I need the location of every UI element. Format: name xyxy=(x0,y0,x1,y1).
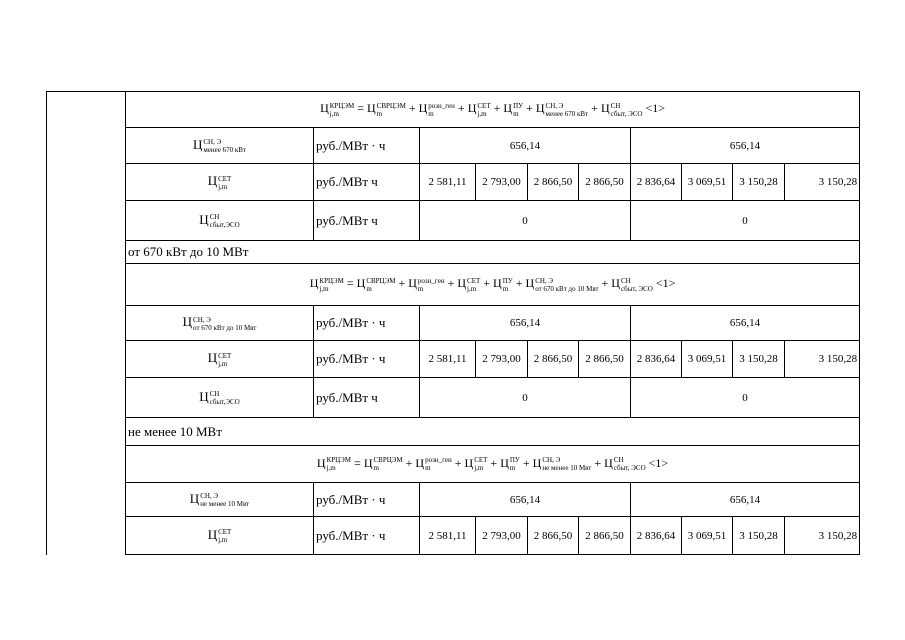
symbol-superscript: СВРЦЭМ xyxy=(376,101,406,110)
symbol-letter: Ц xyxy=(604,455,613,470)
unit-cell: руб./МВт · ч xyxy=(314,341,420,378)
symbol-subscript: от 670 кВт до 10 Мвт xyxy=(193,323,257,332)
symbol-scripts xyxy=(193,316,256,332)
symbol-scripts xyxy=(510,456,520,472)
value-cell: 2 836,64 xyxy=(631,517,682,555)
value-cell: 3 069,51 xyxy=(682,517,733,555)
section-header: от 670 кВт до 10 МВт xyxy=(126,241,860,264)
symbol-superscript: розн_ген xyxy=(428,101,455,110)
plus-sign: + xyxy=(405,455,413,470)
unit-cell: руб./МВт · ч xyxy=(314,128,420,164)
indicator-symbol xyxy=(182,314,257,332)
symbol-scripts xyxy=(621,277,653,293)
symbol-subscript: от 670 кВт до 10 Мвт xyxy=(535,284,599,293)
value-cell: 2 866,50 xyxy=(528,341,579,378)
symbol-superscript: СЕТ xyxy=(474,456,488,465)
symbol-superscript: СЕТ xyxy=(218,528,232,536)
symbol-subscript: сбыт, ЭСО xyxy=(613,464,646,473)
footnote-ref: <1> xyxy=(648,455,669,470)
symbol-letter: Ц xyxy=(207,173,218,189)
value-cell: 2 866,50 xyxy=(579,517,631,555)
symbol-superscript: ПУ xyxy=(509,456,520,465)
table-row xyxy=(47,517,860,555)
plus-sign: + xyxy=(594,455,602,470)
term-symbol xyxy=(493,276,513,293)
value-second-half: 656,14 xyxy=(631,306,860,341)
symbol-superscript: СЕТ xyxy=(467,276,481,285)
formula-cell xyxy=(126,92,860,128)
left-blank-column xyxy=(47,92,126,555)
symbol-letter: Ц xyxy=(320,101,329,116)
plus-sign: + xyxy=(591,101,598,116)
symbol-letter: Ц xyxy=(316,455,326,470)
indicator-symbol-cell xyxy=(126,378,314,418)
term-symbol xyxy=(464,455,488,473)
symbol-subscript: сбыт,ЭСО xyxy=(209,398,240,406)
footnote-ref: <1> xyxy=(655,276,676,291)
term-symbol xyxy=(418,101,455,118)
symbol-superscript: СЕТ xyxy=(218,174,232,183)
formula-term xyxy=(500,455,520,473)
plus-sign: + xyxy=(515,276,523,291)
symbol-letter: Ц xyxy=(503,101,513,116)
symbol-letter: Ц xyxy=(535,101,545,116)
symbol-scripts xyxy=(477,102,490,118)
plus-sign: + xyxy=(454,455,462,470)
symbol-subscript: j,m xyxy=(218,536,228,544)
footnote-ref: <1> xyxy=(645,101,666,116)
symbol-scripts xyxy=(373,456,402,472)
term-symbol xyxy=(611,276,653,293)
symbol-superscript: СН xyxy=(610,101,621,110)
plus-sign: + xyxy=(483,276,491,291)
formula-term xyxy=(493,276,513,293)
symbol-subscript: не менее 10 Мвт xyxy=(200,500,250,508)
indicator-symbol xyxy=(190,491,249,506)
value-cell: 2 793,00 xyxy=(476,164,528,201)
symbol-subscript: сбыт,ЭСО xyxy=(209,221,240,229)
symbol-subscript: j,m xyxy=(326,464,336,473)
table-row xyxy=(47,264,860,306)
value-cell: 2 866,50 xyxy=(579,341,631,378)
symbol-superscript: СН, Э xyxy=(193,315,211,324)
plus-sign: + xyxy=(526,101,533,116)
table-row xyxy=(47,241,860,264)
plus-sign: + xyxy=(490,455,498,470)
symbol-subscript: сбыт, ЭСО xyxy=(610,109,643,118)
indicator-symbol xyxy=(199,212,239,227)
formula-lhs-symbol xyxy=(309,276,344,293)
symbol-letter: Ц xyxy=(415,455,425,470)
symbol-scripts xyxy=(377,102,406,118)
formula-term xyxy=(408,276,445,293)
value-cell: 3 069,51 xyxy=(682,164,733,201)
table-row xyxy=(47,306,860,341)
plus-sign: + xyxy=(408,101,416,116)
table-row xyxy=(47,164,860,201)
formula-term xyxy=(604,455,646,473)
symbol-letter: Ц xyxy=(493,276,502,291)
formula-term xyxy=(535,101,589,118)
symbol-scripts xyxy=(366,277,395,293)
term-symbol xyxy=(500,455,520,473)
value-cell: 2 793,00 xyxy=(476,517,528,555)
indicator-symbol-cell xyxy=(126,517,314,555)
indicator-symbol-cell xyxy=(126,164,314,201)
value-cell: 2 581,11 xyxy=(420,341,476,378)
plus-sign: + xyxy=(457,101,465,116)
symbol-subscript: m xyxy=(428,109,434,118)
value-cell: 2 866,50 xyxy=(579,164,631,201)
symbol-superscript: СН, Э xyxy=(200,492,219,500)
table-row xyxy=(47,418,860,446)
symbol-subscript: сбыт, ЭСО xyxy=(620,284,653,293)
symbol-scripts xyxy=(428,102,455,118)
symbol-subscript: j,m xyxy=(218,182,228,191)
symbol-scripts xyxy=(467,277,480,293)
symbol-superscript: ПУ xyxy=(502,276,513,285)
equals-sign: = xyxy=(346,276,354,291)
symbol-superscript: КРЦЭМ xyxy=(326,456,352,465)
unit-cell: руб./МВт ч xyxy=(314,378,420,418)
symbol-scripts xyxy=(327,456,351,472)
value-first-half: 0 xyxy=(420,378,631,418)
unit-cell: руб./МВт · ч xyxy=(314,483,420,517)
table-row xyxy=(47,341,860,378)
term-symbol xyxy=(600,101,643,118)
formula-term xyxy=(600,101,643,118)
indicator-symbol-cell xyxy=(126,128,314,164)
value-cell: 2 836,64 xyxy=(631,164,682,201)
symbol-letter: Ц xyxy=(367,101,376,116)
value-cell: 2 793,00 xyxy=(476,341,528,378)
equals-sign: = xyxy=(357,101,364,116)
table-row xyxy=(47,128,860,164)
symbol-scripts xyxy=(535,277,598,293)
symbol-superscript: розн_ген xyxy=(425,456,452,465)
symbol-letter: Ц xyxy=(356,276,366,291)
symbol-letter: Ц xyxy=(600,101,610,116)
symbol-superscript: КРЦЭМ xyxy=(329,101,355,110)
value-first-half: 656,14 xyxy=(420,306,631,341)
symbol-scripts xyxy=(611,102,643,118)
term-symbol xyxy=(356,276,396,293)
symbol-superscript: СН, Э xyxy=(545,101,564,110)
symbol-scripts xyxy=(418,277,445,293)
value-first-half: 0 xyxy=(420,201,631,241)
symbol-superscript: СН xyxy=(620,276,631,285)
symbol-superscript: розн_ген xyxy=(417,276,445,285)
indicator-symbol xyxy=(193,137,246,152)
symbol-scripts xyxy=(200,492,249,508)
symbol-scripts xyxy=(542,456,591,472)
plus-sign: + xyxy=(522,455,530,470)
symbol-letter: Ц xyxy=(467,101,477,116)
symbol-superscript: ПУ xyxy=(513,101,524,110)
symbol-letter: Ц xyxy=(532,455,542,470)
symbol-subscript: m xyxy=(366,284,372,293)
symbol-letter: Ц xyxy=(192,136,203,152)
value-cell: 2 581,11 xyxy=(420,517,476,555)
formula-lhs-symbol xyxy=(320,101,355,118)
term-symbol xyxy=(535,101,589,118)
symbol-letter: Ц xyxy=(457,276,467,291)
value-cell: 3 150,28 xyxy=(733,164,785,201)
symbol-superscript: СЕТ xyxy=(218,351,232,360)
symbol-scripts xyxy=(503,277,513,293)
symbol-superscript: СН xyxy=(209,213,220,221)
symbol-subscript: m xyxy=(509,464,516,473)
table-row xyxy=(47,201,860,241)
formula-term xyxy=(503,101,524,118)
indicator-symbol xyxy=(207,173,232,191)
symbol-letter: Ц xyxy=(363,455,373,470)
value-cell: 3 150,28 xyxy=(785,517,860,555)
table-row xyxy=(47,92,860,128)
formula-lhs-symbol xyxy=(316,455,352,473)
symbol-letter: Ц xyxy=(611,276,620,291)
term-symbol xyxy=(363,455,403,473)
term-symbol xyxy=(525,276,599,293)
symbol-scripts xyxy=(218,528,231,544)
symbol-superscript: СВРЦЭМ xyxy=(373,456,403,465)
indicator-symbol-cell xyxy=(126,201,314,241)
symbol-scripts xyxy=(218,352,231,368)
symbol-subscript: m xyxy=(425,464,431,473)
value-cell: 2 581,11 xyxy=(420,164,476,201)
term-symbol xyxy=(503,101,524,118)
symbol-subscript: j,m xyxy=(218,359,228,368)
value-second-half: 0 xyxy=(631,378,860,418)
symbol-letter: Ц xyxy=(309,276,319,291)
value-cell: 2 866,50 xyxy=(528,517,579,555)
symbol-superscript: СВРЦЭМ xyxy=(366,276,396,285)
table-row xyxy=(47,483,860,517)
symbol-letter: Ц xyxy=(189,490,200,506)
symbol-letter: Ц xyxy=(207,526,218,542)
term-symbol xyxy=(408,276,445,293)
value-cell: 2 836,64 xyxy=(631,341,682,378)
indicator-symbol-cell xyxy=(126,341,314,378)
tariff-table xyxy=(46,91,860,555)
value-first-half: 656,14 xyxy=(420,483,631,517)
symbol-letter: Ц xyxy=(207,350,218,366)
symbol-letter: Ц xyxy=(418,101,428,116)
plus-sign: + xyxy=(601,276,609,291)
symbol-scripts xyxy=(210,213,240,229)
plus-sign: + xyxy=(447,276,455,291)
formula-term xyxy=(457,276,481,293)
symbol-scripts xyxy=(210,390,240,406)
indicator-symbol xyxy=(199,389,239,404)
term-symbol xyxy=(604,455,646,473)
symbol-scripts xyxy=(218,175,231,191)
unit-cell: руб./МВт · ч xyxy=(314,306,420,341)
symbol-scripts xyxy=(330,102,354,118)
value-cell: 3 150,28 xyxy=(785,341,860,378)
symbol-subscript: j,m xyxy=(319,284,329,293)
symbol-subscript: m xyxy=(513,109,519,118)
value-cell: 3 150,28 xyxy=(785,164,860,201)
symbol-scripts xyxy=(425,456,452,472)
symbol-letter: Ц xyxy=(500,455,509,470)
formula-term xyxy=(356,276,396,293)
indicator-symbol xyxy=(207,350,232,368)
term-symbol xyxy=(367,101,406,118)
formula-term xyxy=(464,455,488,473)
formula-term xyxy=(467,101,491,118)
term-symbol xyxy=(532,455,592,473)
symbol-scripts xyxy=(513,102,523,118)
symbol-superscript: СН xyxy=(613,456,624,465)
symbol-scripts xyxy=(319,277,343,293)
unit-cell: руб./МВт ч xyxy=(314,164,420,201)
symbol-superscript: СЕТ xyxy=(477,101,491,110)
value-second-half: 656,14 xyxy=(631,483,860,517)
formula-term xyxy=(611,276,653,293)
symbol-subscript: m xyxy=(417,284,424,293)
symbol-subscript: j,m xyxy=(474,464,484,473)
formula-cell xyxy=(126,264,860,306)
symbol-letter: Ц xyxy=(199,211,209,227)
symbol-letter: Ц xyxy=(182,314,193,330)
symbol-scripts xyxy=(203,138,246,154)
table-row xyxy=(47,446,860,483)
term-symbol xyxy=(467,101,491,118)
term-symbol xyxy=(415,455,452,473)
formula-term xyxy=(363,455,403,473)
formula-term xyxy=(532,455,592,473)
symbol-letter: Ц xyxy=(408,276,417,291)
equals-sign: = xyxy=(354,455,361,470)
formula-cell xyxy=(126,446,860,483)
symbol-subscript: j,m xyxy=(467,284,477,293)
symbol-subscript: m xyxy=(502,284,509,293)
symbol-letter: Ц xyxy=(199,388,209,404)
symbol-scripts xyxy=(474,456,487,472)
formula-term xyxy=(415,455,452,473)
term-symbol xyxy=(457,276,481,293)
indicator-symbol xyxy=(208,527,232,542)
symbol-subscript: m xyxy=(376,109,383,118)
value-cell: 3 150,28 xyxy=(733,341,785,378)
symbol-superscript: СН, Э xyxy=(542,456,561,465)
unit-cell: руб./МВт · ч xyxy=(314,517,420,555)
symbol-scripts xyxy=(546,102,589,118)
section-header: не менее 10 МВт xyxy=(126,418,860,446)
symbol-scripts xyxy=(614,456,646,472)
symbol-superscript: СН xyxy=(209,390,220,398)
indicator-symbol-cell xyxy=(126,306,314,341)
formula-term xyxy=(418,101,455,118)
plus-sign: + xyxy=(493,101,501,116)
table-row xyxy=(47,378,860,418)
value-cell: 3 150,28 xyxy=(733,517,785,555)
symbol-subscript: m xyxy=(373,464,379,473)
table-body xyxy=(47,92,860,555)
symbol-superscript: СН, Э xyxy=(535,276,554,285)
symbol-subscript: менее 670 кВт xyxy=(203,146,247,154)
symbol-superscript: СН, Э xyxy=(203,138,222,146)
formula-term xyxy=(367,101,406,118)
value-second-half: 0 xyxy=(631,201,860,241)
formula-term xyxy=(525,276,599,293)
symbol-letter: Ц xyxy=(464,455,474,470)
symbol-subscript: j,m xyxy=(477,109,487,118)
unit-cell: руб./МВт ч xyxy=(314,201,420,241)
symbol-subscript: j,m xyxy=(329,109,339,118)
symbol-subscript: не менее 10 Мвт xyxy=(542,464,592,473)
symbol-letter: Ц xyxy=(525,276,535,291)
indicator-symbol-cell xyxy=(126,483,314,517)
value-second-half: 656,14 xyxy=(631,128,860,164)
value-cell: 3 069,51 xyxy=(682,341,733,378)
plus-sign: + xyxy=(398,276,406,291)
value-first-half: 656,14 xyxy=(420,128,631,164)
symbol-superscript: КРЦЭМ xyxy=(319,276,344,285)
value-cell: 2 866,50 xyxy=(528,164,579,201)
symbol-subscript: менее 670 кВт xyxy=(545,109,589,118)
